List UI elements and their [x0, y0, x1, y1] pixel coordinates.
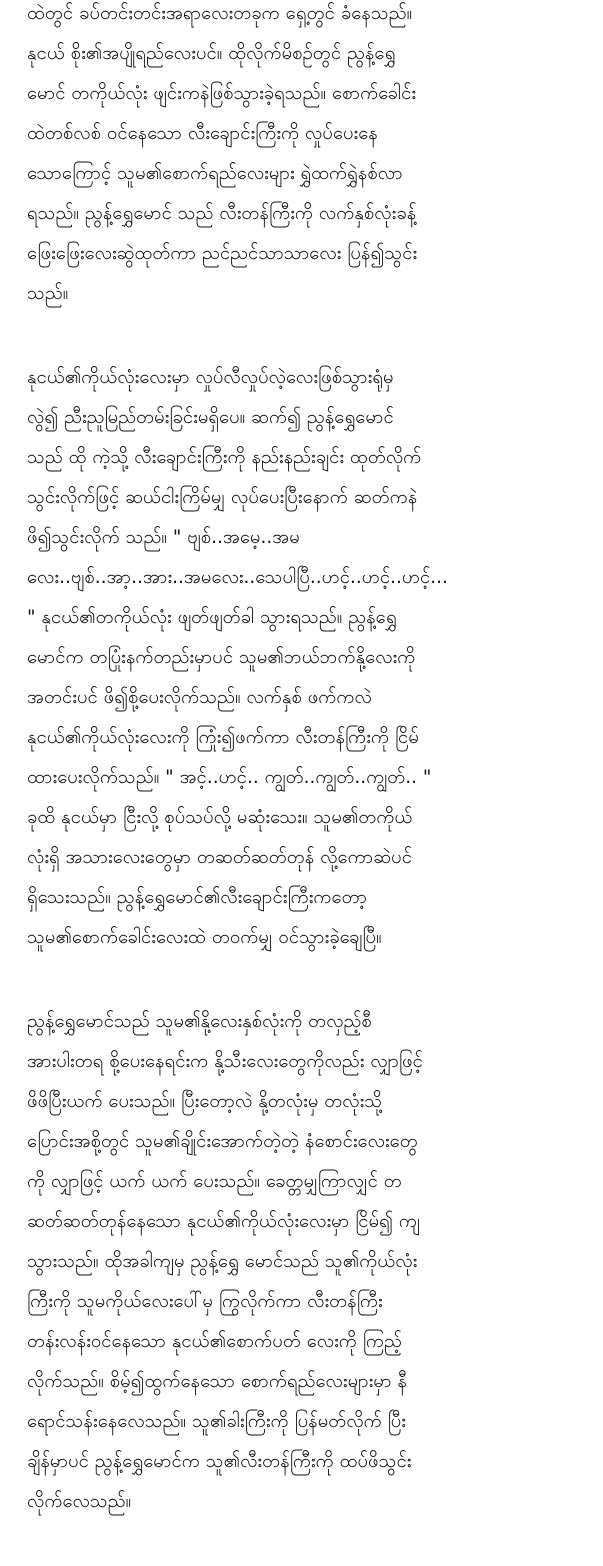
text-line: နုငယ်၏ကိုယ်လုံးလေးကို ကြုံး၍ဖက်ကာ လီးတန်ကြီးကို ငြိမ် [27, 727, 419, 748]
paragraph-1 [27, 0, 587, 314]
text-line: နုငယ် စိုး၏အပျိုရည်လေးပင်။ ထိုလိုက်မိစဉ်တွင် ညွန့်ရွှေ [27, 43, 396, 64]
text-line: သူမ၏စောက်ခေါင်းလေးထဲ တဝက်မျှ ဝင်သွားခဲ့ချေပြီ။ [27, 927, 382, 948]
text-line: ရောင်သန်းနေလေသည်။ သူ၏ခါးကြီးကို ပြန်မတ်လိုက် ပြီး [27, 1411, 407, 1432]
text-line: ကြီးကို သူမကိုယ်လေးပေါ်မှ ကြွလိုက်ကာ လီးတန်ကြီး [27, 1291, 383, 1312]
text-line: လုံးရှိ အသားလေးတွေမှာ တဆတ်ဆတ်တုန် လို့ကောဆဲပင် [27, 847, 412, 868]
text-line: လိုက်သည်။ စိမ့်၍ထွက်နေသော စောက်ရည်လေးများမှာ နီ [27, 1371, 407, 1392]
text-line: လေး..ဗျစ်..အာ့..အား..အမလေး..သေပါပြီ..ဟင့်..ဟင့်..ဟင့်... [27, 567, 448, 588]
text-line: ရှိသေးသည်။ ညွန့်ရွှေမောင်၏လီးချောင်းကြီးကတော့ [27, 887, 368, 908]
text-line: လိုက်လေသည်။ [27, 1491, 132, 1512]
text-line: ခုထိ နုငယ်မှာ ငြီးလို့ စုပ်သပ်လို့ မဆုံးသေး။ သူမ၏တကိုယ် [27, 807, 413, 828]
text-line: သည်။ [27, 283, 69, 304]
text-line: သောကြောင့် သူမ၏စောက်ရည်လေးများ ရွှဲထက်ရွှဲနစ်လာ [27, 163, 403, 184]
text-line: ဖိ၍သွင်းလိုက် သည်။ " ဗျစ်..အမေ့..အမ [27, 527, 300, 548]
text-line: သွားသည်။ ထိုအခါကျမှ ညွန့်ရွှေ မောင်သည် သူ၏ကိုယ်လုံး [27, 1251, 418, 1272]
paragraph-2 [27, 358, 587, 958]
text-line: ဆတ်ဆတ်တုန်နေသော နုငယ်၏ကိုယ်လုံးလေးမှာ ငြိမ်၍ ကျ [27, 1211, 420, 1232]
text-line: မောင်က တပြုံးနက်တည်းမှာပင် သူမ၏ဘယ်ဘက်နို့လေးကို [27, 647, 416, 668]
text-line: တန်းလန်းဝင်နေသော နုငယ်၏စောက်ပတ် လေးကို ကြည့် [27, 1331, 402, 1352]
text-line: ထဲတစ်လစ် ဝင်နေသော လီးချောင်းကြီးကို လှုပ်ပေးနေ [27, 123, 378, 144]
text-line: မောင် တကိုယ်လုံး ဖျင်းကနဲဖြစ်သွားခဲ့ရသည်။ စောက်ခေါင်း [27, 83, 417, 104]
text-line: ပြောင်းအစို့တွင် သူမ၏ချိုင်းအောက်တဲ့တဲ့ နံစောင်းလေးတွေ [27, 1131, 418, 1152]
text-line: ကို လျှာဖြင့် ယက် ယက် ပေးသည်။ ခေတ္တမျှကြာလျှင် တ [27, 1171, 402, 1192]
text-line: သွင်းလိုက်ဖြင့် ဆယ်ငါးကြိမ်မျှ လုပ်ပေးပြီးနောက် ဆတ်ကနဲ [27, 487, 418, 508]
text-line: ထားပေးလိုက်သည်။ " အင့်..ဟင့်.. ကျွတ်..ကျွတ်..ကျွတ်.. " [27, 767, 432, 788]
text-line: နုငယ်၏ကိုယ်လုံးလေးမှာ လှုပ်လီလှုပ်လဲ့လေးဖြစ်သွားရုံမှ [27, 367, 394, 388]
text-line: ချိန်မှာပင် ညွန့်ရွှေမောင်က သူ၏လီးတန်ကြီးကို ထပ်ဖိသွင်း [27, 1451, 412, 1472]
text-line: ရသည်။ ညွန့်ရွှေမောင် သည် လီးတန်ကြီးကို လက်နှစ်လုံးခန့် [27, 203, 417, 224]
text-line: ဖိဖိပြီးယက် ပေးသည်။ ပြီးတော့လဲ နို့တလုံးမှ တလုံးသို့ [27, 1091, 383, 1112]
text-line: သည် ထို ကဲ့သို့ လီးချောင်းကြီးကို နည်းနည်းချင်း ထုတ်လိုက် [27, 447, 422, 468]
paragraph-3 [27, 1002, 587, 1522]
text-line: " နုငယ်၏တကိုယ်လုံး ဖျတ်ဖျတ်ခါ သွားရသည်။ ညွန့်ရွှေ [27, 607, 397, 628]
text-line: လွဲ၍ ညီးညူမြည်တမ်းခြင်းမရှိပေ။ ဆက်၍ ညွန့်ရွှေမောင် [27, 407, 394, 428]
article-body [27, 0, 587, 1566]
text-line: အားပါးတရ စို့ပေးနေရင်းက နို့သီးလေးတွေကိုလည်း လျှာဖြင့် [27, 1051, 423, 1072]
text-line: အတင်းပင် ဖိ၍စို့ပေးလိုက်သည်။ လက်နှစ် ဖက်ကလဲ [27, 687, 372, 708]
text-line: ထဲတွင် ခပ်တင်းတင်းအရာလေးတခုက ရှေ့တွင် ခံနေသည်။ [27, 3, 413, 24]
text-line: ညွန့်ရွှေမောင်သည် သူမ၏နို့လေးနှစ်လုံးကို တလှည့်စီ [27, 1011, 372, 1032]
text-line: ဖြေးဖြေးလေးဆွဲထုတ်ကာ ညင်ညင်သာသာလေး ပြန်၍သွင်း [27, 243, 418, 264]
